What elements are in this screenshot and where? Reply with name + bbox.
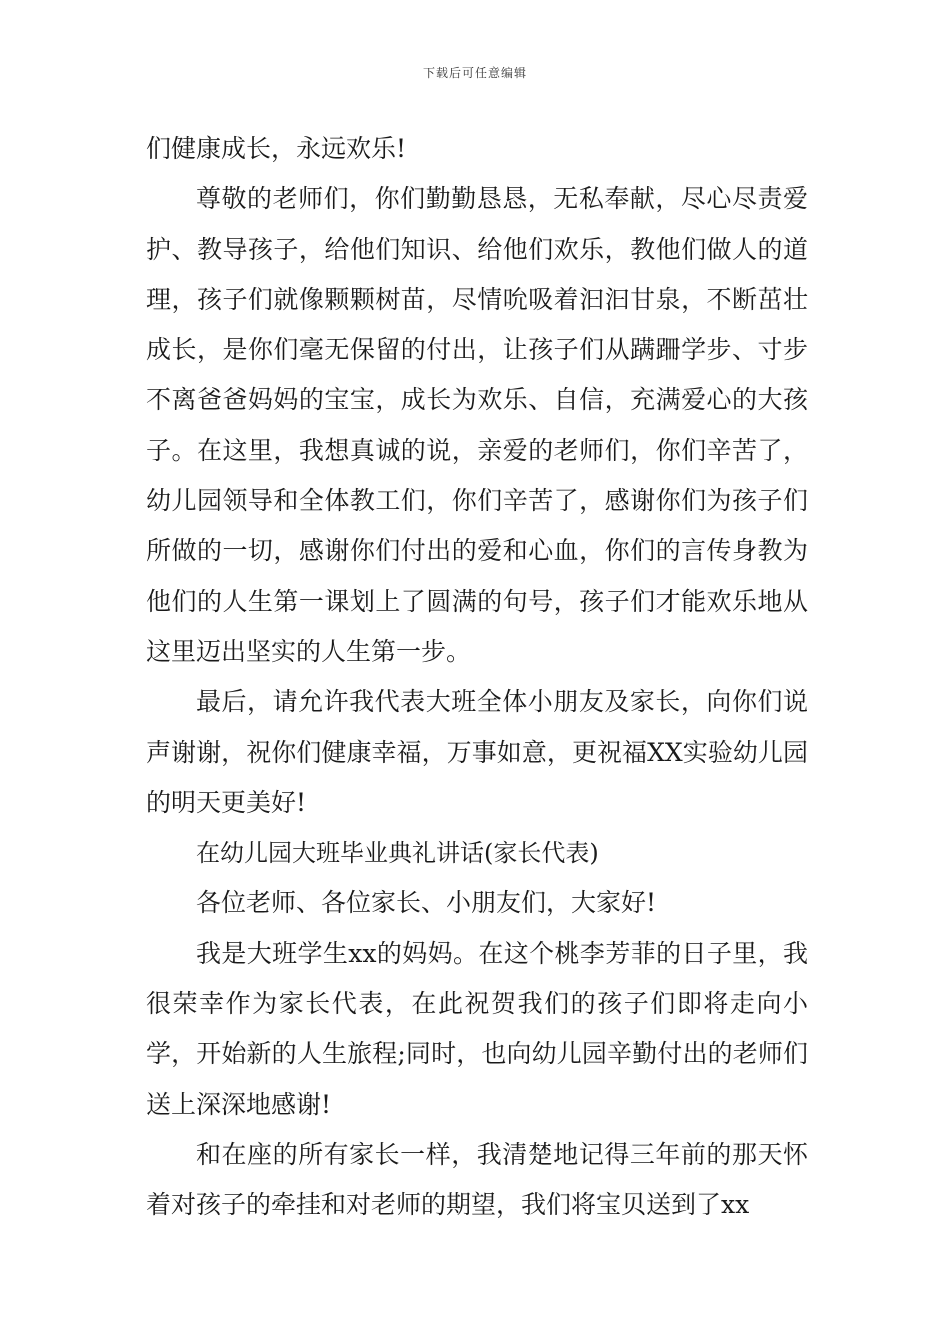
page-header: 下载后可任意编辑	[422, 66, 527, 80]
paragraph-greeting: 各位老师、各位家长、小朋友们，大家好!	[196, 888, 657, 918]
paragraph-closing: 最后，请允许我代表大班全体小朋友及家长，向你们说声谢谢，祝你们健康幸福，万事如意，更祝福XX实验幼儿园的明天更美好!	[146, 687, 808, 817]
paragraph-memory: 和在座的所有家长一样，我清楚地记得三年前的那天怀着对孩子的牵挂和对老师的期望，我们将宝贝送到了xx	[146, 1139, 808, 1220]
paragraph-introduction: 我是大班学生xx的妈妈。在这个桃李芳菲的日子里，我很荣幸作为家长代表，在此祝贺我们的孩子们即将走向小学，开始新的人生旅程;同时，也向幼儿园辛勤付出的老师们送上深深地感谢!	[146, 938, 808, 1119]
speech-title: 在幼儿园大班毕业典礼讲话(家长代表)	[196, 839, 599, 868]
paragraph-thanks-teachers: 尊敬的老师们，你们勤勤恳恳，无私奉献，尽心尽责爱护、教导孩子，给他们知识、给他们欢乐，教他们做人的道理，孩子们就像颗颗树苗，尽情吮吸着汩汩甘泉，不断茁壮成长，是你们毫无保留的付出，让孩子们从蹒跚学步、寸步不离爸爸妈妈的宝宝，成长为欢乐、自信，充满爱心的大孩子。在这里，我想真诚的说，亲爱的老师们，你们辛苦了，幼儿园领导和全体教工们，你们辛苦了，感谢你们为孩子们所做的一切，感谢你们付出的爱和心血，你们的言传身教为他们的人生第一课划上了圆满的句号，孩子们才能欢乐地从这里迈出坚实的人生第一步。	[146, 184, 808, 666]
document-body	[146, 124, 808, 1231]
paragraph-continuation: 们健康成长，永远欢乐!	[146, 134, 407, 163]
